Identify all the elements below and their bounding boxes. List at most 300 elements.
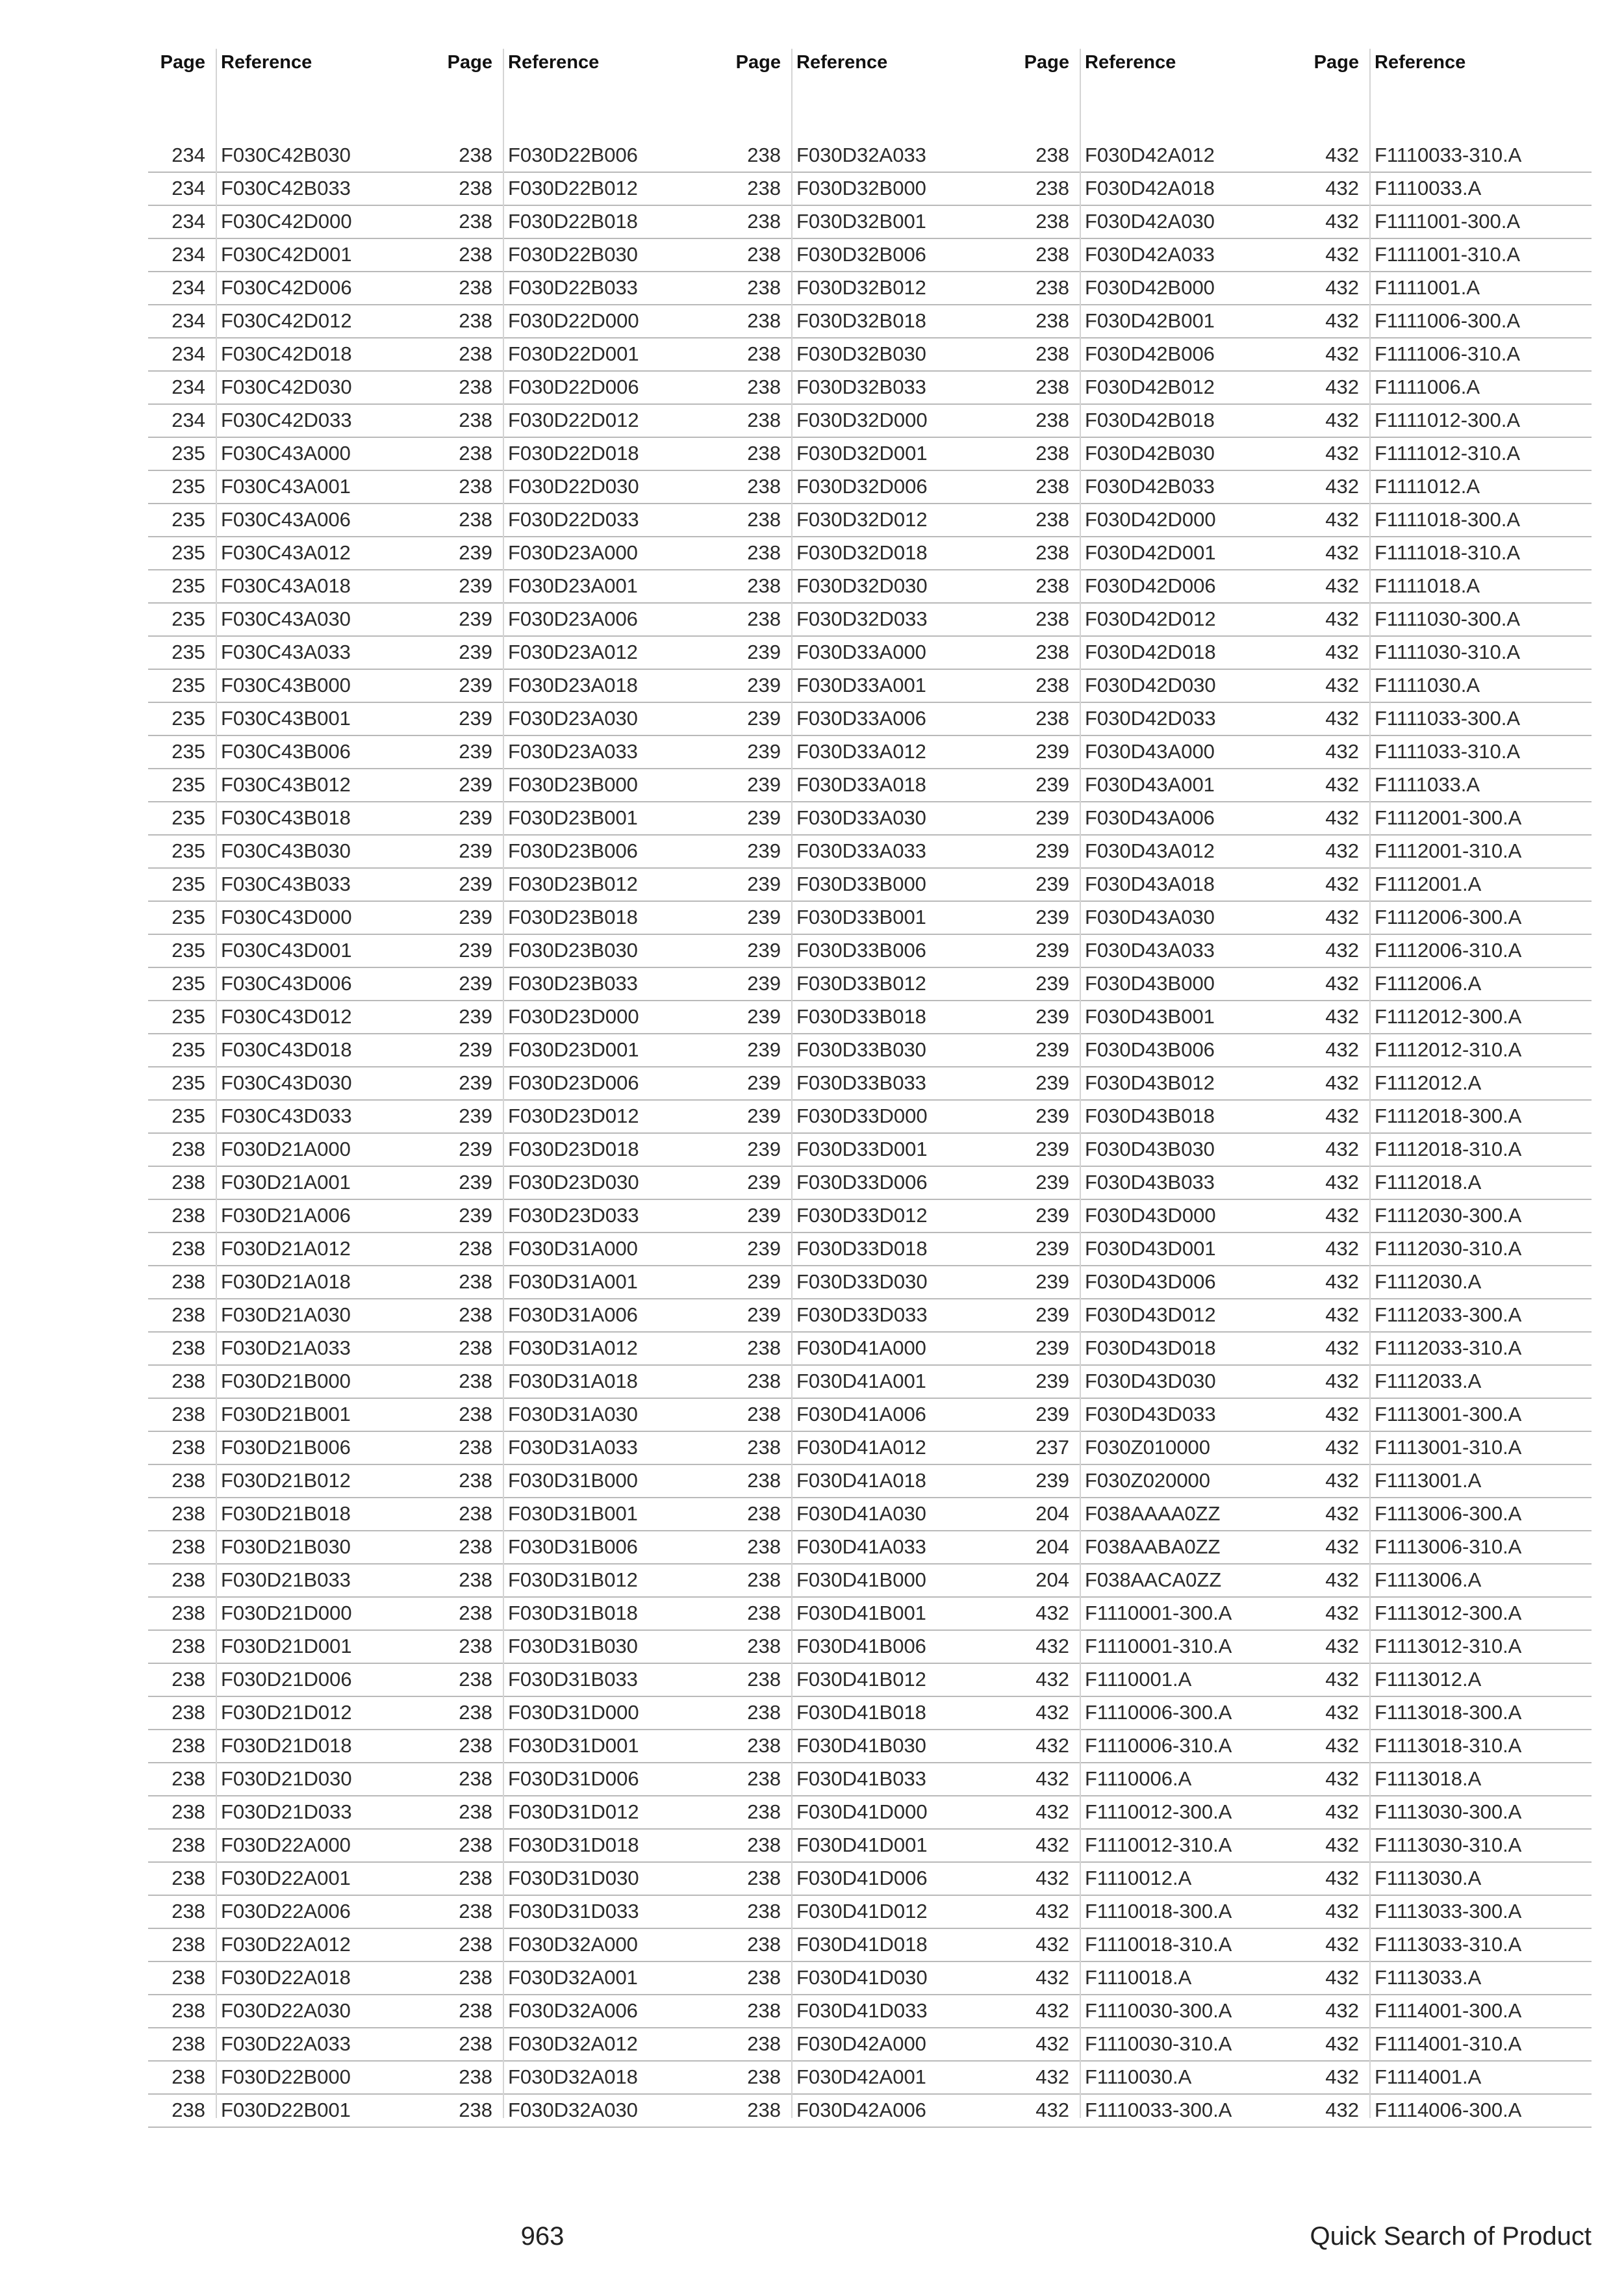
page-cell: 234 [171,210,205,233]
page-cell: 432 [1325,1800,1359,1823]
reference-cell: F030D33D001 [796,1138,928,1160]
reference-cell: F030D42A018 [1085,177,1215,199]
page-cell: 238 [459,1403,492,1425]
reference-cell: F1113033-310.A [1375,1933,1522,1956]
page-cell: 239 [459,707,492,730]
page-cell: 238 [171,1568,205,1591]
reference-cell: F1112012-310.A [1375,1038,1522,1061]
page-cell: 432 [1035,1867,1069,1889]
reference-cell: F1114006-300.A [1375,2099,1522,2121]
reference-cell: F030D22A030 [221,1999,351,2022]
reference-cell: F030D23D012 [508,1105,639,1127]
reference-cell: F030D33A030 [796,806,926,829]
table-row [148,635,1592,670]
page-cell: 238 [747,607,781,630]
reference-cell: F030D42D012 [1085,607,1216,630]
table-row [148,2060,1592,2095]
reference-cell: F030D31B000 [508,1469,638,1492]
page-cell: 238 [459,1701,492,1724]
page-cell: 432 [1325,1734,1359,1757]
page-cell: 239 [747,972,781,995]
reference-cell: F030C43B030 [221,839,351,862]
page-cell: 239 [747,1237,781,1260]
page-cell: 238 [171,1867,205,1889]
page-cell: 238 [171,1602,205,1624]
reference-cell: F1113030.A [1375,1867,1482,1889]
page-cell: 238 [747,1635,781,1657]
reference-cell: F030D43B006 [1085,1038,1215,1061]
page-cell: 432 [1325,1767,1359,1790]
table-row [148,801,1592,836]
page-cell: 238 [1035,376,1069,398]
page-cell: 239 [459,1005,492,1028]
page-cell: 432 [1325,607,1359,630]
table-row [148,901,1592,935]
reference-cell: F030D31B006 [508,1535,638,1558]
reference-cell: F030D21D006 [221,1668,352,1691]
reference-cell: F030D21B033 [221,1568,351,1591]
reference-cell: F1113012-310.A [1375,1635,1522,1657]
reference-cell: F1111006-300.A [1375,309,1521,332]
reference-cell: F030D31D030 [508,1867,639,1889]
page-cell: 239 [1035,873,1069,895]
reference-cell: F1114001.A [1375,2065,1482,2088]
page-cell: 432 [1325,541,1359,564]
page-cell: 238 [1035,607,1069,630]
table-row [148,1629,1592,1664]
page-cell: 432 [1325,1502,1359,1525]
page-cell: 239 [1035,1403,1069,1425]
reference-cell: F030C43B006 [221,740,351,763]
page-cell: 238 [459,1966,492,1989]
reference-cell: F030D21B006 [221,1436,351,1459]
reference-cell: F030C43D012 [221,1005,352,1028]
reference-cell: F030D22A012 [221,1933,351,1956]
page-cell: 238 [1035,508,1069,531]
page-cell: 239 [459,939,492,962]
reference-cell: F030D43A000 [1085,740,1215,763]
reference-cell: F030D42A006 [796,2099,926,2121]
reference-cell: F1112018.A [1375,1171,1482,1194]
table-row [148,735,1592,769]
reference-cell: F030D41D000 [796,1800,928,1823]
page-cell: 238 [747,442,781,465]
reference-cell: F1112030-310.A [1375,1237,1522,1260]
page-cell: 238 [459,309,492,332]
page-cell: 238 [747,409,781,431]
reference-cell: F030D43A033 [1085,939,1215,962]
reference-cell: F030D32D012 [796,508,928,531]
page-cell: 432 [1325,1171,1359,1194]
reference-cell: F030D31B018 [508,1602,638,1624]
page-cell: 432 [1325,1370,1359,1392]
reference-cell: F030C42B033 [221,177,351,199]
page-cell: 432 [1035,1900,1069,1923]
footer-title: Quick Search of Product [1310,2222,1592,2251]
page-cell: 238 [1035,475,1069,498]
page-cell: 432 [1325,1303,1359,1326]
page-cell: 239 [747,806,781,829]
reference-cell: F030D32B000 [796,177,926,199]
table-row [148,370,1592,405]
reference-cell: F030D22A000 [221,1833,351,1856]
page-cell: 238 [171,1767,205,1790]
table-row [148,602,1592,637]
page-cell: 239 [747,740,781,763]
page-cell: 238 [747,2065,781,2088]
reference-cell: F030D31A012 [508,1336,638,1359]
page-cell: 238 [747,243,781,266]
page-cell: 238 [459,2032,492,2055]
reference-cell: F1112001-300.A [1375,806,1522,829]
page-cell: 238 [1035,309,1069,332]
page-cell: 238 [171,2065,205,2088]
reference-cell: F030D23B000 [508,773,638,796]
reference-cell: F1111033-310.A [1375,740,1521,763]
reference-cell: F038AABA0ZZ [1085,1535,1221,1558]
page-cell: 238 [1035,541,1069,564]
page-cell: 239 [747,1204,781,1227]
reference-cell: F030D33A006 [796,707,926,730]
page-cell: 239 [747,1105,781,1127]
reference-cell: F030D22D033 [508,508,639,531]
table-row [148,934,1592,968]
reference-cell: F1110018.A [1085,1966,1192,1989]
reference-cell: F030C43A033 [221,641,351,663]
reference-cell: F1110018-300.A [1085,1900,1232,1923]
page-cell: 432 [1325,1005,1359,1028]
page-cell: 432 [1325,376,1359,398]
page-cell: 238 [1035,442,1069,465]
reference-cell: F030D43B033 [1085,1171,1215,1194]
page-cell: 238 [171,1403,205,1425]
reference-cell: F030D31B012 [508,1568,638,1591]
reference-cell: F030D22B000 [221,2065,351,2088]
column-header-page: Page [1024,52,1069,73]
reference-cell: F030D21A033 [221,1336,351,1359]
reference-cell: F030C43D001 [221,939,352,962]
page-cell: 238 [459,1469,492,1492]
page-cell: 239 [1035,1469,1069,1492]
reference-cell: F030C43A006 [221,508,351,531]
page-cell: 238 [459,409,492,431]
reference-cell: F030D31A018 [508,1370,638,1392]
page-cell: 432 [1035,2099,1069,2121]
table-row [148,1000,1592,1034]
reference-cell: F1111001-310.A [1375,243,1521,266]
reference-cell: F030C42D006 [221,276,352,299]
page-cell: 238 [459,1668,492,1691]
page-cell: 239 [1035,1171,1069,1194]
table-row [148,768,1592,802]
reference-cell: F030C43D018 [221,1038,352,1061]
reference-cell: F1110018-310.A [1085,1933,1232,1956]
reference-cell: F030D22B001 [221,2099,351,2121]
page-cell: 234 [171,276,205,299]
reference-cell: F030D21A001 [221,1171,351,1194]
reference-cell: F030D22D006 [508,376,639,398]
page-cell: 238 [747,1867,781,1889]
page-cell: 432 [1325,243,1359,266]
page-cell: 239 [1035,1005,1069,1028]
table-row [148,1464,1592,1498]
reference-cell: F030D23D000 [508,1005,639,1028]
page-cell: 239 [1035,1270,1069,1293]
page-cell: 238 [747,1668,781,1691]
page-cell: 239 [747,1138,781,1160]
page-cell: 239 [747,939,781,962]
page-cell: 239 [459,1038,492,1061]
reference-cell: F030C43D000 [221,906,352,928]
page-cell: 238 [171,1303,205,1326]
page-cell: 432 [1325,1138,1359,1160]
page-cell: 238 [1035,574,1069,597]
table-row [148,470,1592,504]
page-cell: 239 [1035,972,1069,995]
page-cell: 432 [1325,442,1359,465]
page-cell: 239 [747,1005,781,1028]
reference-cell: F030D22D000 [508,309,639,332]
page-cell: 238 [459,1933,492,1956]
reference-cell: F030D31B030 [508,1635,638,1657]
reference-cell: F030D43A001 [1085,773,1215,796]
page-cell: 238 [747,144,781,166]
reference-cell: F1110012-310.A [1085,1833,1232,1856]
reference-cell: F030D21B000 [221,1370,351,1392]
reference-cell: F030D43B000 [1085,972,1215,995]
page-cell: 432 [1035,1701,1069,1724]
page-cell: 238 [747,1800,781,1823]
page-cell: 238 [171,1270,205,1293]
reference-cell: F030C43A001 [221,475,351,498]
page-cell: 238 [171,1999,205,2022]
reference-cell: F030D42B012 [1085,376,1215,398]
reference-cell: F030C42D030 [221,376,352,398]
column-divider [1080,49,1081,2118]
reference-cell: F1112006-310.A [1375,939,1522,962]
reference-cell: F030D32B033 [796,376,926,398]
page-cell: 239 [747,1303,781,1326]
reference-cell: F030D31B001 [508,1502,638,1525]
page-cell: 239 [1035,1336,1069,1359]
reference-cell: F030D41B033 [796,1767,926,1790]
page-cell: 432 [1325,1237,1359,1260]
reference-cell: F030D23D018 [508,1138,639,1160]
page-cell: 238 [459,1502,492,1525]
reference-cell: F030C43B012 [221,773,351,796]
reference-cell: F030D32B012 [796,276,926,299]
page-cell: 238 [459,1237,492,1260]
reference-cell: F030D41A012 [796,1436,926,1459]
reference-cell: F030D43A012 [1085,839,1215,862]
reference-cell: F030D42A030 [1085,210,1215,233]
table-row [148,1298,1592,1333]
column-divider [1369,49,1371,2118]
table-row [148,205,1592,239]
reference-cell: F030D21D030 [221,1767,352,1790]
page-cell: 238 [171,1800,205,1823]
page-cell: 238 [171,1701,205,1724]
reference-cell: F030D23D033 [508,1204,639,1227]
page-cell: 234 [171,309,205,332]
reference-cell: F030D22A033 [221,2032,351,2055]
page-cell: 432 [1325,773,1359,796]
page-cell: 235 [171,574,205,597]
reference-cell: F030D21A030 [221,1303,351,1326]
page-cell: 432 [1325,144,1359,166]
reference-cell: F030D31D000 [508,1701,639,1724]
page-cell: 235 [171,873,205,895]
reference-cell: F030D32A018 [508,2065,638,2088]
table-row [148,1895,1592,1929]
reference-cell: F030D22B006 [508,144,638,166]
page-cell: 239 [747,906,781,928]
reference-cell: F030D43D018 [1085,1336,1216,1359]
reference-cell: F1111012-300.A [1375,409,1521,431]
reference-cell: F030C42B030 [221,144,351,166]
reference-cell: F030C43B001 [221,707,351,730]
page-cell: 239 [459,674,492,696]
page-cell: 239 [1035,839,1069,862]
reference-cell: F030D22B030 [508,243,638,266]
reference-cell: F030D41A001 [796,1370,926,1392]
page-cell: 238 [1035,144,1069,166]
reference-cell: F1113033-300.A [1375,1900,1522,1923]
page-cell: 235 [171,972,205,995]
reference-cell: F030D42A033 [1085,243,1215,266]
page-cell: 239 [1035,939,1069,962]
page-cell: 239 [1035,740,1069,763]
reference-cell: F030D33B012 [796,972,926,995]
page-cell: 238 [747,1900,781,1923]
reference-cell: F030D33D030 [796,1270,928,1293]
reference-cell: F030D41B006 [796,1635,926,1657]
page-cell: 432 [1325,1105,1359,1127]
reference-cell: F1111033.A [1375,773,1480,796]
reference-cell: F1113030-310.A [1375,1833,1522,1856]
reference-cell: F030D32B006 [796,243,926,266]
reference-cell: F030D42D018 [1085,641,1216,663]
page-cell: 239 [459,641,492,663]
reference-cell: F1112018-310.A [1375,1138,1522,1160]
reference-cell: F030D33B006 [796,939,926,962]
page-cell: 238 [747,1336,781,1359]
page-cell: 238 [171,2099,205,2121]
page-cell: 238 [459,1867,492,1889]
reference-cell: F1110033-300.A [1085,2099,1232,2121]
page-cell: 432 [1325,1336,1359,1359]
page-cell: 204 [1035,1568,1069,1591]
page-cell: 238 [459,1535,492,1558]
reference-cell: F1113001-310.A [1375,1436,1522,1459]
page-cell: 235 [171,607,205,630]
page-cell: 235 [171,1038,205,1061]
reference-cell: F030D32B018 [796,309,926,332]
reference-cell: F030D31D001 [508,1734,639,1757]
reference-cell: F1113001-300.A [1375,1403,1522,1425]
page-cell: 239 [747,873,781,895]
reference-cell: F030D43D030 [1085,1370,1216,1392]
page-cell: 432 [1325,1568,1359,1591]
reference-cell: F030D41B000 [796,1568,926,1591]
reference-cell: F030C42D001 [221,243,352,266]
page-cell: 432 [1325,1602,1359,1624]
table-row [148,1132,1592,1167]
page-cell: 432 [1325,409,1359,431]
reference-cell: F030D23A001 [508,574,638,597]
page-cell: 238 [459,1767,492,1790]
page-cell: 432 [1325,276,1359,299]
reference-cell: F030D42A000 [796,2032,926,2055]
page-cell: 234 [171,342,205,365]
page-cell: 235 [171,806,205,829]
reference-cell: F030D42D030 [1085,674,1216,696]
reference-cell: F030D33A012 [796,740,926,763]
reference-cell: F030D41A000 [796,1336,926,1359]
reference-cell: F030D21A018 [221,1270,351,1293]
reference-cell: F030D33A000 [796,641,926,663]
page-cell: 239 [1035,1370,1069,1392]
reference-cell: F1110012.A [1085,1867,1192,1889]
reference-cell: F030D42D033 [1085,707,1216,730]
page-cell: 238 [747,1767,781,1790]
reference-cell: F030D22D001 [508,342,639,365]
page-cell: 432 [1325,1436,1359,1459]
page-cell: 238 [747,376,781,398]
reference-cell: F1111001.A [1375,276,1480,299]
reference-cell: F1111030-310.A [1375,641,1521,663]
page-cell: 238 [459,1568,492,1591]
page-cell: 238 [747,1734,781,1757]
table-row [148,138,1592,173]
page-cell: 238 [459,243,492,266]
page-cell: 432 [1325,1833,1359,1856]
reference-cell: F030D41D001 [796,1833,928,1856]
reference-cell: F030C43D033 [221,1105,352,1127]
reference-cell: F030C42D018 [221,342,352,365]
reference-cell: F030D31A000 [508,1237,638,1260]
column-header-reference: Reference [221,52,312,73]
page-cell: 238 [747,276,781,299]
reference-cell: F030D23B030 [508,939,638,962]
reference-cell: F030D32A012 [508,2032,638,2055]
reference-cell: F030D22A001 [221,1867,351,1889]
reference-cell: F030D33D033 [796,1303,928,1326]
page-number: 963 [520,2222,565,2251]
reference-cell: F030D32A000 [508,1933,638,1956]
reference-cell: F030D41A030 [796,1502,926,1525]
reference-cell: F1111001-300.A [1375,210,1521,233]
page-cell: 204 [1035,1535,1069,1558]
table-row [148,1331,1592,1366]
page-cell: 235 [171,508,205,531]
page-cell: 238 [747,1568,781,1591]
table-row [148,569,1592,604]
page-cell: 432 [1325,2099,1359,2121]
reference-cell: F1112033-310.A [1375,1336,1522,1359]
page-cell: 432 [1035,1602,1069,1624]
table-row [148,1066,1592,1101]
page-cell: 238 [171,1933,205,1956]
reference-cell: F030D32A001 [508,1966,638,1989]
reference-cell: F1111033-300.A [1375,707,1521,730]
reference-cell: F1110030-310.A [1085,2032,1232,2055]
reference-cell: F030D23D001 [508,1038,639,1061]
reference-cell: F030D42B001 [1085,309,1215,332]
page-cell: 432 [1325,475,1359,498]
reference-cell: F1110001.A [1085,1668,1192,1691]
page-cell: 238 [459,2099,492,2121]
